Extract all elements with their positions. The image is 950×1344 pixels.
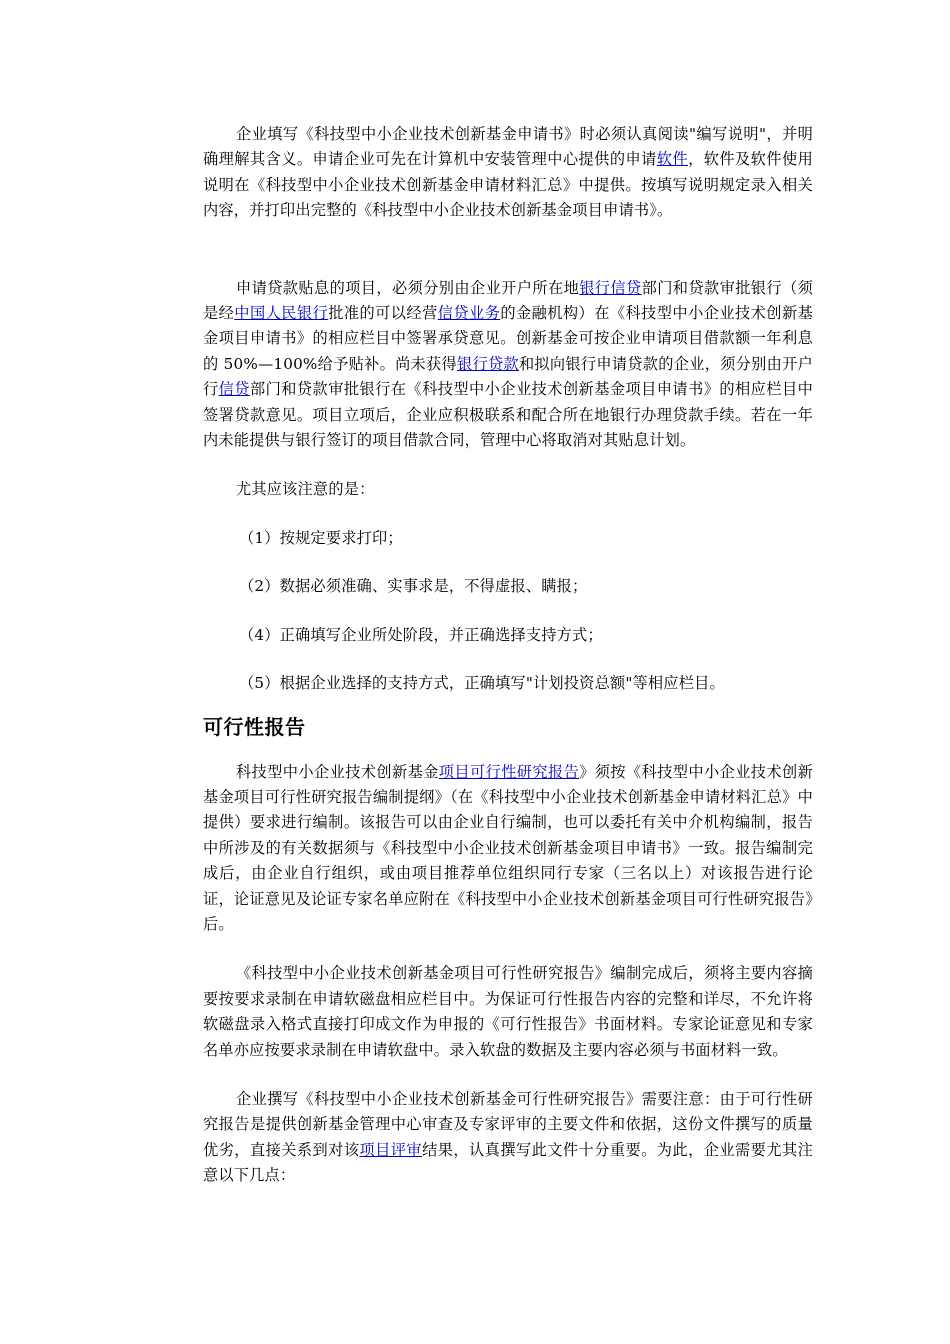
paragraph-loan-subsidy	[203, 276, 813, 454]
link-bank-credit[interactable]: 银行信贷	[579, 278, 642, 297]
link-peoples-bank-of-china[interactable]: 中国人民银行	[234, 304, 329, 323]
link-bank-loan[interactable]: 银行贷款	[457, 354, 519, 373]
link-credit[interactable]: 信贷	[218, 380, 250, 399]
paragraph-report-writing	[203, 1087, 813, 1189]
text: 批准的可以经营	[328, 304, 438, 323]
paragraph-application-form	[203, 122, 813, 224]
text: 和拟向银行申请贷款的企业，须分别由开户行	[203, 354, 813, 399]
document-page	[203, 122, 813, 1189]
text: ，软件及软件使用说明在《科技型中小企业技术创新基金申请材料汇总》中提供。按填写说明规定录入相关内容，并打印出完整的《科技型中小企业技术创新基金项目申请书》。	[203, 150, 813, 220]
list-item: （5）根据企业选择的支持方式，正确填写"计划投资总额"等相应栏目。	[239, 674, 725, 693]
text: 部门和贷款审批银行在《科技型中小企业技术创新基金项目申请书》的相应栏目中签署贷款意见。项目立项后，企业应积极联系和配合所在地银行办理贷款手续。若在一年内未能提供与银行签订的项目借款合同，管理中心将取消对其贴息计划。	[203, 380, 813, 450]
link-credit-business[interactable]: 信贷业务	[437, 304, 501, 323]
list-item: （1）按规定要求打印；	[239, 528, 403, 547]
paragraph-feasibility-report	[203, 760, 813, 938]
list-item: （4）正确填写企业所处阶段，并正确选择支持方式；	[239, 625, 603, 644]
paragraph-report-recording: 《科技型中小企业技术创新基金项目可行性研究报告》编制完成后，须将主要内容摘要按要求录制在申请软磁盘相应栏目中。为保证可行性报告内容的完整和详尽，不允许将软磁盘录入格式直接打印成文作为申报的《可行性报告》书面材料。专家论证意见和专家名单亦应按要求录制在申请软盘中。录入软盘的数据及主要内容必须与书面材料一致。	[203, 964, 813, 1059]
link-software[interactable]: 软件	[656, 150, 689, 169]
text: 结果，认真撰写此文件十分重要。为此，企业需要尤其注意以下几点：	[203, 1140, 814, 1185]
text: 》须按《科技型中小企业技术创新基金项目可行性研究报告编制提纲》（在《科技型中小企业技术创新基金申请材料汇总》中提供）要求进行编制。该报告可以由企业自行编制，也可以委托有关中介机构编制，报告中所涉及的有关数据须与《科技型中小企业技术创新基金项目申请书》一致。报告编制完成后，由企业自行组织，或由项目推荐单位组织同行专家（三名以上）对该报告进行论证，论证意见及论证专家名单应附在《科技型中小企业技术创新基金项目可行性研究报告》后。	[203, 762, 813, 933]
text: 企业填写《科技型中小企业技术创新基金申请书》时必须认真阅读"编写说明"，并明确理解其含义。申请企业可先在计算机中安装管理中心提供的申请	[203, 125, 813, 169]
section-heading: 可行性报告	[203, 714, 306, 739]
text: 企业撰写《科技型中小企业技术创新基金可行性研究报告》需要注意：由于可行性研究报告是提供创新基金管理中心审查及专家评审的主要文件和依据，这份文件撰写的质量优劣，直接关系到对该	[203, 1089, 813, 1159]
paragraph-attention: 尤其应该注意的是：	[236, 480, 375, 499]
text: 的金融机构）在《科技型中小企业技术创新基金项目申请书》的相应栏目中签署承贷意见。创新基金可按企业申请项目借款额一年利息的 50%—100%给予贴补。尚未获得	[203, 304, 813, 373]
text: 科技型中小企业技术创新基金	[236, 762, 439, 781]
link-project-review[interactable]: 项目评审	[359, 1140, 423, 1159]
text: 部门和贷款审批银行（须是经	[203, 278, 813, 323]
text: 申请贷款贴息的项目，必须分别由企业开户所在地	[236, 278, 580, 297]
list-item: （2）数据必须准确、实事求是，不得虚报、瞒报；	[239, 577, 588, 596]
link-feasibility-study-report[interactable]: 项目可行性研究报告	[438, 762, 580, 781]
